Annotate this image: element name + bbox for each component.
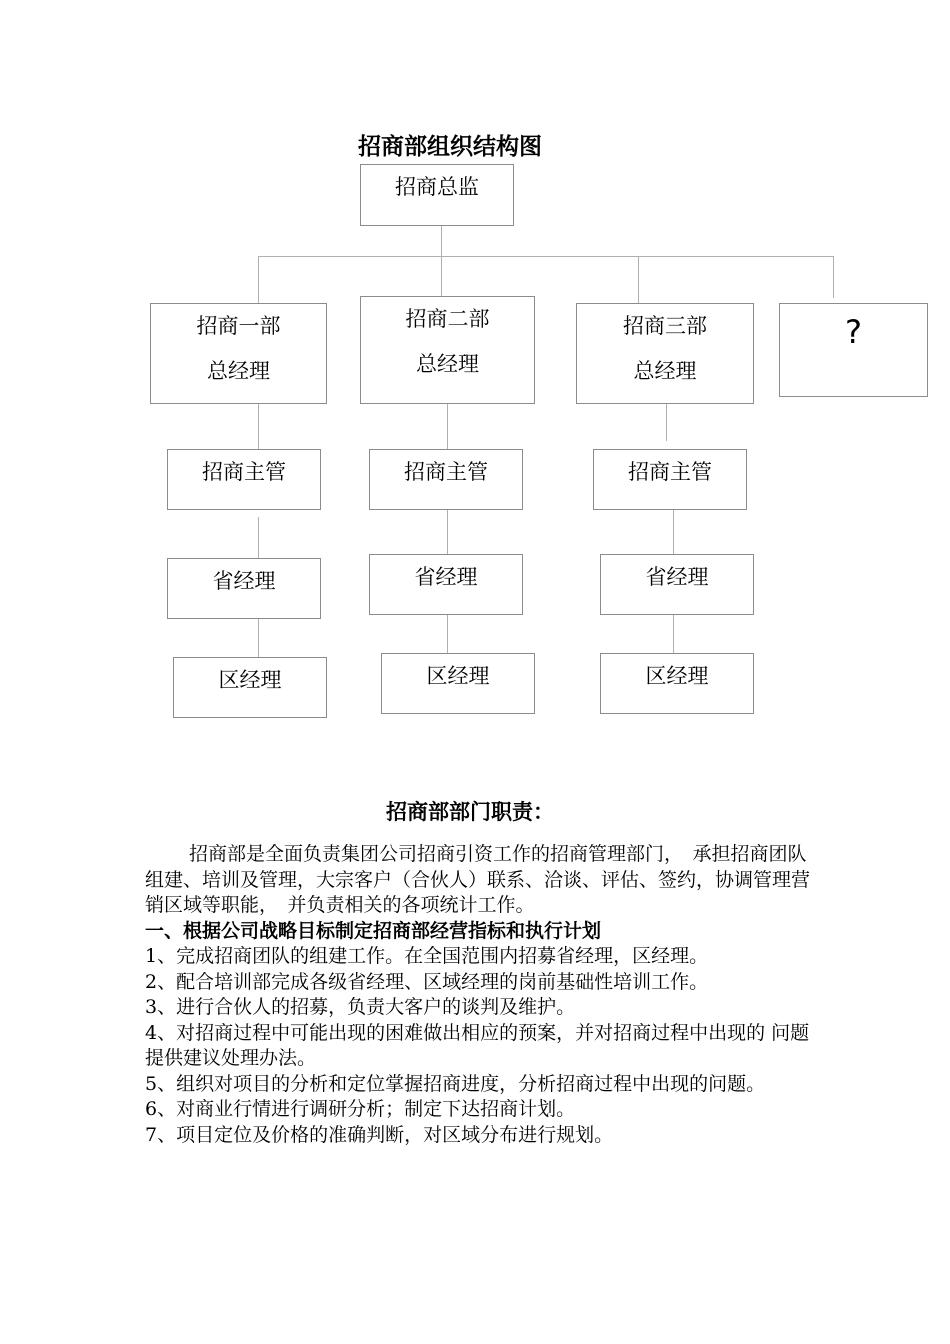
duty-item-7: 7、项目定位及价格的准确判断，对区域分布进行规划。 [145,1123,614,1146]
org-box-dept3-line1: 招商三部 [623,314,707,338]
org-box-dept1 [150,303,327,404]
org-box-d3-district [600,653,754,714]
org-box-d3-supervisor [593,449,747,510]
org-box-d3-district-label: 区经理 [645,664,709,688]
org-box-d2-supervisor-label: 招商主管 [404,460,488,484]
org-box-dept3 [576,303,754,404]
org-chart-title: 招商部组织结构图 [358,134,542,160]
org-box-d3-province [600,554,754,615]
org-box-d1-district-label: 区经理 [218,668,282,692]
org-box-d3-province-label: 省经理 [645,565,709,589]
connector-dept3 [638,256,639,303]
org-box-dept2-line2: 总经理 [416,352,479,376]
duty-item-3: 3、进行合伙人的招募，负责大客户的谈判及维护。 [145,996,576,1018]
connector-d1-province [258,517,259,558]
connector-d3-supervisor [666,403,667,441]
org-box-d2-province-label: 省经理 [414,565,478,589]
org-box-d3-supervisor-label: 招商主管 [628,460,712,484]
connector-top [441,225,442,256]
org-box-d1-supervisor [167,449,321,510]
duty-item-5: 5、组织对项目的分析和定位掌握招商进度，分析招商过程中出现的问题。 [145,1072,766,1095]
duties-section-heading: 一、根据公司战略目标制定招商部经营指标和执行计划 [145,919,602,942]
connector-unknown [833,256,834,298]
duty-item-2: 2、配合培训部完成各级省经理、区域经理的岗前基础性培训工作。 [145,970,709,993]
org-box-dept2-line1: 招商二部 [405,307,490,331]
org-box-d1-district [173,657,327,718]
connector-d3-province [673,509,674,554]
connector-d3-district [673,614,674,653]
org-box-d1-supervisor-label: 招商主管 [202,460,286,484]
connector-dept2 [441,256,442,297]
duty-item-1: 1、完成招商团队的组建工作。在全国范围内招募省经理，区经理。 [145,945,709,967]
org-box-d2-province [369,554,523,615]
org-box-dept1-line1: 招商一部 [196,314,281,338]
org-box-unknown [779,303,928,397]
connector-d2-province [447,509,448,554]
org-box-d1-province [167,558,321,619]
connector-d1-supervisor [258,403,259,449]
duty-item-6: 6、对商业行情进行调研分析；制定下达招商计划。 [145,1098,576,1120]
org-box-d2-district [381,653,535,714]
duties-body [145,842,810,1148]
duty-item-4: 4、对招商过程中可能出现的困难做出相应的预案，并对招商过程中出现的 问题提供建议处理办法。 [145,1021,810,1069]
org-box-d1-province-label: 省经理 [212,569,276,593]
connector-d1-district [258,618,259,658]
duties-intro: 招商部是全面负责集团公司招商引资工作的招商管理部门， 承担招商团队组建、培训及管理，大宗客户（合伙人）联系、洽谈、评估、签约，协调管理营销区域等职能， 并负责相关的各项统计工作。 [145,843,811,916]
org-box-d2-supervisor [369,449,523,510]
org-box-dept2 [360,296,535,404]
connector-dept1 [258,256,259,303]
connector-horizontal [258,256,834,257]
org-box-dept1-line2: 总经理 [207,359,270,383]
duties-title: 招商部部门职责： [386,799,554,824]
org-box-dept3-line2: 总经理 [633,359,697,383]
org-box-director-label: 招商总监 [395,175,479,199]
org-box-unknown-label: ? [845,313,862,351]
connector-d2-district [447,614,448,653]
org-box-d2-district-label: 区经理 [426,664,490,688]
org-box-director [360,164,514,226]
connector-d2-supervisor [447,403,448,449]
